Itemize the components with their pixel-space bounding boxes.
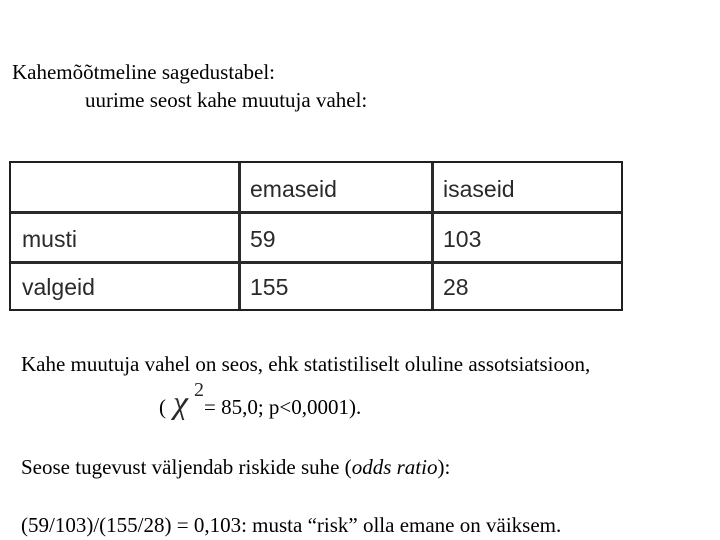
odds-ratio-text — [21, 455, 450, 479]
table-cell: 28 — [443, 274, 469, 300]
heading-line-2: uurime seost kahe muutuja vahel: — [85, 88, 368, 112]
table-corner-cell — [11, 163, 239, 212]
row-header-musti: musti — [22, 225, 77, 252]
heading-line-1: Kahemõõtmeline sagedustabel: — [12, 60, 276, 84]
chi-square-symbol — [171, 378, 211, 420]
column-header-emaseid: emaseid — [250, 176, 337, 202]
row-header-valgeid: valgeid — [22, 274, 95, 300]
odds-ratio-calculation: (59/103)/(155/28) = 0,103: musta “risk” olla emane on väiksem. — [21, 513, 562, 537]
chi-square-value: = 85,0; p<0,0001). — [204, 395, 362, 419]
chi-symbol: χ — [173, 385, 188, 420]
table-cell: 59 — [250, 225, 276, 252]
chi-power: 2 — [194, 379, 204, 401]
table-cell: 155 — [250, 274, 289, 300]
table-grid-line — [11, 211, 621, 214]
table-grid-line — [238, 163, 241, 309]
odds-ratio-prefix: Seose tugevust väljendab riskide suhe ( — [21, 455, 352, 479]
frequency-table — [9, 161, 623, 311]
odds-ratio-term: odds ratio — [351, 455, 438, 479]
table-grid-line — [11, 261, 621, 264]
table-grid-line — [431, 163, 434, 309]
column-header-isaseid: isaseid — [443, 176, 515, 202]
table-cell: 103 — [443, 225, 482, 252]
open-paren: ( — [159, 395, 166, 419]
association-text: Kahe muutuja vahel on seos, ehk statistiliselt oluline assotsiatsioon, — [21, 352, 591, 376]
odds-ratio-suffix: ): — [437, 455, 451, 479]
